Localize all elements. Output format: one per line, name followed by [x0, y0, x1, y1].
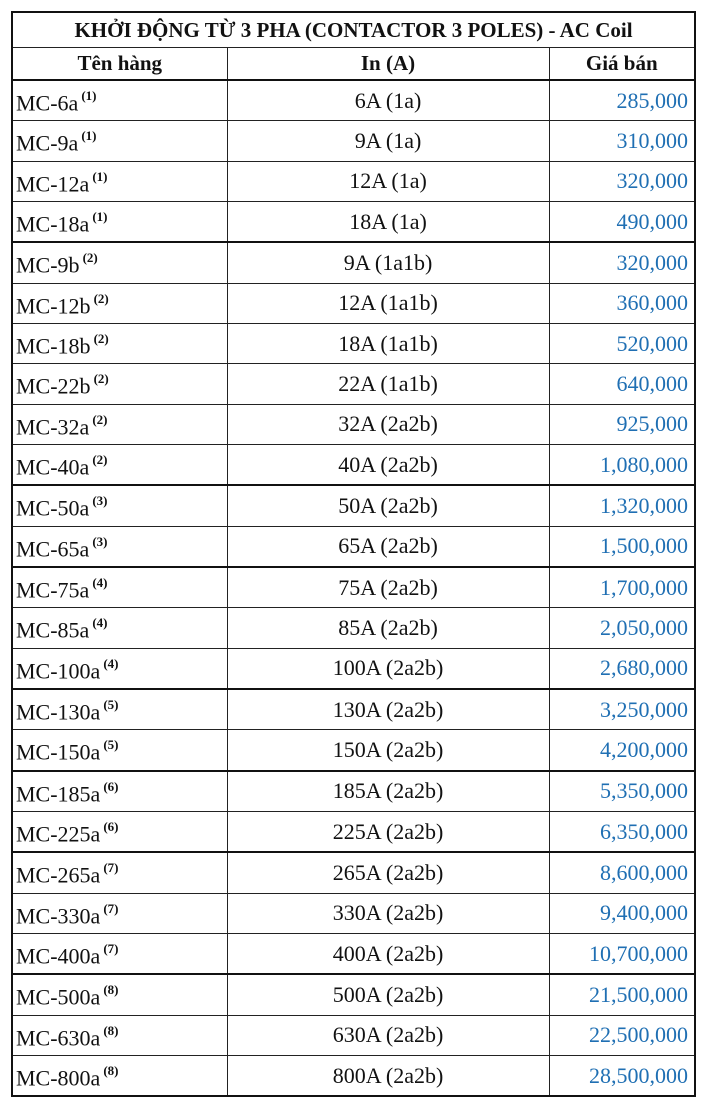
- footnote-marker: (6): [103, 778, 119, 794]
- product-name: MC-75a: [16, 577, 90, 603]
- cell-rating: 40A (2a2b): [227, 444, 549, 485]
- product-name: MC-40a: [16, 454, 90, 480]
- cell-rating: 330A (2a2b): [227, 893, 549, 933]
- cell-rating: 130A (2a2b): [227, 689, 549, 730]
- cell-rating: 18A (1a1b): [227, 323, 549, 363]
- product-name: MC-9a: [16, 130, 79, 156]
- table-row: [12, 689, 695, 730]
- cell-name: [12, 485, 227, 526]
- cell-rating: 225A (2a2b): [227, 811, 549, 852]
- table-row: [12, 161, 695, 201]
- cell-rating: 630A (2a2b): [227, 1015, 549, 1055]
- footnote-marker: (1): [92, 208, 108, 224]
- footnote-marker: (1): [81, 128, 97, 144]
- cell-price: 1,700,000: [549, 567, 695, 608]
- product-name: MC-18a: [16, 211, 90, 237]
- cell-name: [12, 323, 227, 363]
- title-row: [12, 12, 695, 48]
- cell-price: 10,700,000: [549, 933, 695, 974]
- footnote-marker: (7): [103, 940, 119, 956]
- footnote-marker: (2): [82, 250, 98, 266]
- product-name: MC-630a: [16, 1024, 101, 1050]
- table-row: [12, 567, 695, 608]
- cell-price: 2,680,000: [549, 648, 695, 689]
- product-name: MC-6a: [16, 90, 79, 116]
- table-row: [12, 1015, 695, 1055]
- table-row: [12, 80, 695, 121]
- product-name: MC-100a: [16, 657, 101, 683]
- footnote-marker: (8): [103, 1062, 119, 1078]
- cell-rating: 85A (2a2b): [227, 608, 549, 648]
- cell-name: [12, 933, 227, 974]
- product-name: MC-85a: [16, 617, 90, 643]
- footnote-marker: (4): [92, 574, 108, 590]
- cell-rating: 9A (1a): [227, 121, 549, 161]
- cell-name: [12, 201, 227, 242]
- footnote-marker: (2): [93, 371, 109, 387]
- product-name: MC-185a: [16, 780, 101, 806]
- footnote-marker: (2): [92, 411, 108, 427]
- cell-name: [12, 364, 227, 404]
- header-row: [12, 48, 695, 81]
- cell-price: 640,000: [549, 364, 695, 404]
- product-name: MC-400a: [16, 943, 101, 969]
- footnote-marker: (5): [103, 737, 119, 753]
- product-name: MC-32a: [16, 413, 90, 439]
- cell-price: 5,350,000: [549, 771, 695, 812]
- product-name: MC-50a: [16, 495, 90, 521]
- cell-price: 8,600,000: [549, 852, 695, 893]
- product-name: MC-12a: [16, 170, 90, 196]
- cell-price: 2,050,000: [549, 608, 695, 648]
- cell-name: [12, 608, 227, 648]
- product-name: MC-65a: [16, 535, 90, 561]
- cell-name: [12, 1055, 227, 1096]
- cell-name: [12, 404, 227, 444]
- cell-rating: 100A (2a2b): [227, 648, 549, 689]
- footnote-marker: (2): [93, 290, 109, 306]
- cell-name: [12, 242, 227, 283]
- table-row: [12, 933, 695, 974]
- product-name: MC-18b: [16, 333, 91, 359]
- footnote-marker: (8): [103, 1022, 119, 1038]
- cell-rating: 22A (1a1b): [227, 364, 549, 404]
- table-row: [12, 608, 695, 648]
- footnote-marker: (6): [103, 818, 119, 834]
- cell-rating: 6A (1a): [227, 80, 549, 121]
- cell-price: 490,000: [549, 201, 695, 242]
- footnote-marker: (4): [103, 655, 119, 671]
- cell-price: 925,000: [549, 404, 695, 444]
- header-name: Tên hàng: [12, 48, 227, 81]
- table-row: [12, 485, 695, 526]
- table-row: [12, 323, 695, 363]
- cell-price: 4,200,000: [549, 730, 695, 771]
- product-name: MC-12b: [16, 292, 91, 318]
- cell-price: 1,320,000: [549, 485, 695, 526]
- cell-name: [12, 567, 227, 608]
- cell-rating: 150A (2a2b): [227, 730, 549, 771]
- footnote-marker: (8): [103, 982, 119, 998]
- cell-name: [12, 444, 227, 485]
- cell-rating: 400A (2a2b): [227, 933, 549, 974]
- cell-price: 1,500,000: [549, 526, 695, 567]
- cell-rating: 32A (2a2b): [227, 404, 549, 444]
- footnote-marker: (5): [103, 696, 119, 712]
- table-row: [12, 811, 695, 852]
- product-name: MC-225a: [16, 821, 101, 847]
- cell-price: 1,080,000: [549, 444, 695, 485]
- cell-name: [12, 283, 227, 323]
- table-row: [12, 974, 695, 1015]
- footnote-marker: (1): [81, 88, 97, 103]
- product-name: MC-800a: [16, 1065, 101, 1091]
- cell-price: 285,000: [549, 80, 695, 121]
- cell-name: [12, 811, 227, 852]
- table-row: [12, 730, 695, 771]
- product-name: MC-22b: [16, 373, 91, 399]
- cell-name: [12, 893, 227, 933]
- cell-name: [12, 648, 227, 689]
- cell-name: [12, 974, 227, 1015]
- footnote-marker: (2): [93, 330, 109, 346]
- product-name: MC-265a: [16, 862, 101, 888]
- footnote-marker: (3): [92, 493, 108, 509]
- cell-price: 6,350,000: [549, 811, 695, 852]
- table-row: [12, 526, 695, 567]
- footnote-marker: (2): [92, 451, 108, 467]
- footnote-marker: (3): [92, 533, 108, 549]
- product-name: MC-500a: [16, 984, 101, 1010]
- footnote-marker: (4): [92, 615, 108, 631]
- table-row: [12, 121, 695, 161]
- cell-name: [12, 1015, 227, 1055]
- cell-rating: 75A (2a2b): [227, 567, 549, 608]
- product-name: MC-9b: [16, 252, 80, 278]
- cell-name: [12, 852, 227, 893]
- cell-name: [12, 161, 227, 201]
- cell-price: 320,000: [549, 161, 695, 201]
- product-name: MC-150a: [16, 739, 101, 765]
- cell-price: 310,000: [549, 121, 695, 161]
- table-title: KHỞI ĐỘNG TỪ 3 PHA (CONTACTOR 3 POLES) - AC Coil: [12, 12, 695, 48]
- cell-name: [12, 689, 227, 730]
- product-name: MC-330a: [16, 902, 101, 928]
- footnote-marker: (7): [103, 900, 119, 916]
- table-row: [12, 1055, 695, 1096]
- table-row: [12, 852, 695, 893]
- table-row: [12, 444, 695, 485]
- table-row: [12, 404, 695, 444]
- cell-rating: 12A (1a): [227, 161, 549, 201]
- cell-rating: 185A (2a2b): [227, 771, 549, 812]
- cell-price: 21,500,000: [549, 974, 695, 1015]
- product-name: MC-130a: [16, 699, 101, 725]
- table-row: [12, 242, 695, 283]
- cell-rating: 500A (2a2b): [227, 974, 549, 1015]
- cell-price: 320,000: [549, 242, 695, 283]
- table-row: [12, 648, 695, 689]
- cell-price: 9,400,000: [549, 893, 695, 933]
- cell-rating: 800A (2a2b): [227, 1055, 549, 1096]
- table-row: [12, 771, 695, 812]
- cell-rating: 50A (2a2b): [227, 485, 549, 526]
- table-row: [12, 201, 695, 242]
- cell-rating: 12A (1a1b): [227, 283, 549, 323]
- cell-name: [12, 80, 227, 121]
- cell-price: 3,250,000: [549, 689, 695, 730]
- footnote-marker: (1): [92, 168, 108, 184]
- cell-name: [12, 771, 227, 812]
- cell-name: [12, 730, 227, 771]
- cell-price: 22,500,000: [549, 1015, 695, 1055]
- cell-rating: 18A (1a): [227, 201, 549, 242]
- cell-rating: 65A (2a2b): [227, 526, 549, 567]
- contactor-price-table: [11, 11, 696, 1097]
- cell-name: [12, 121, 227, 161]
- header-price: Giá bán: [549, 48, 695, 81]
- table-body: [12, 80, 695, 1096]
- cell-price: 28,500,000: [549, 1055, 695, 1096]
- header-rating: In (A): [227, 48, 549, 81]
- cell-price: 520,000: [549, 323, 695, 363]
- table-row: [12, 893, 695, 933]
- footnote-marker: (7): [103, 860, 119, 876]
- cell-price: 360,000: [549, 283, 695, 323]
- cell-name: [12, 526, 227, 567]
- cell-rating: 265A (2a2b): [227, 852, 549, 893]
- cell-rating: 9A (1a1b): [227, 242, 549, 283]
- table-row: [12, 283, 695, 323]
- table-row: [12, 364, 695, 404]
